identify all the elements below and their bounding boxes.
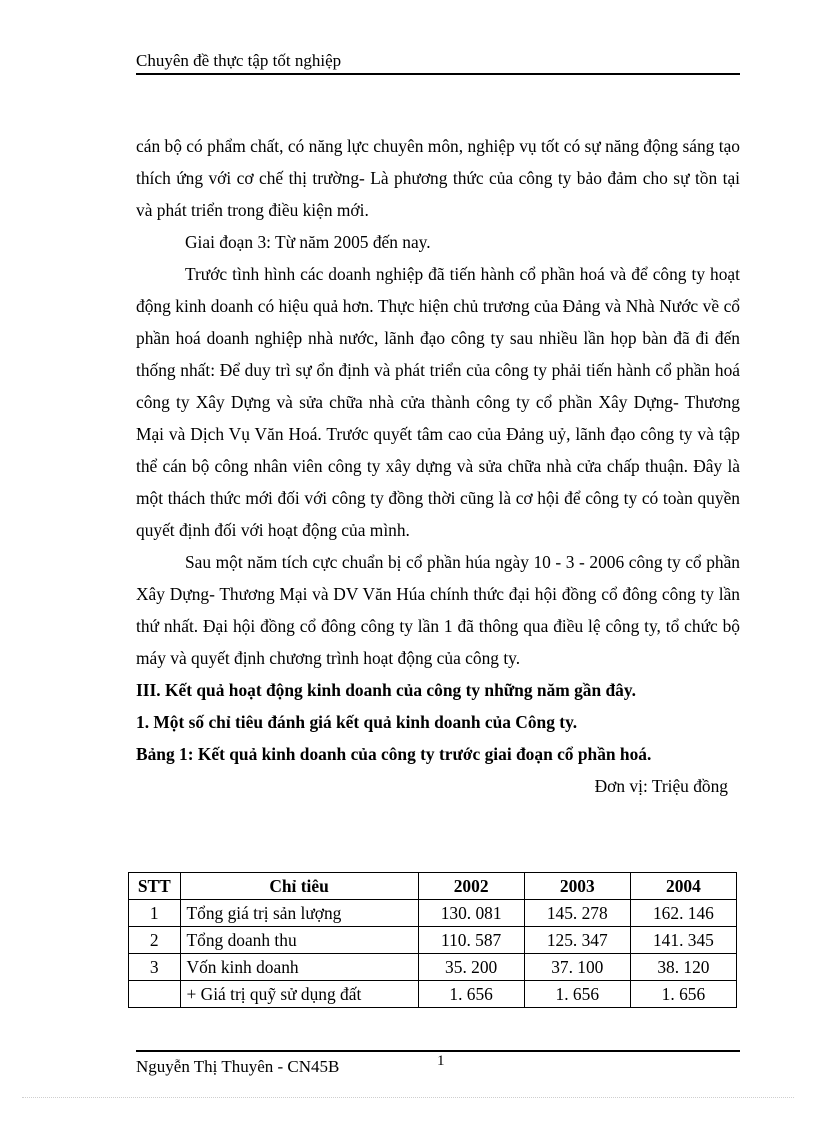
unit-label: Đơn vị: Triệu đồng (594, 776, 728, 796)
table-row (129, 927, 737, 954)
cell-2002: 35. 200 (418, 954, 524, 981)
cell-2003: 145. 278 (524, 900, 630, 927)
footer-author: Nguyễn Thị Thuyên - CN45B (136, 1057, 340, 1076)
subsection-heading: 1. Một số chỉ tiêu đánh giá kết quả kinh doanh của Công ty. (136, 712, 578, 732)
cell-indicator: Tổng doanh thu (180, 927, 418, 954)
cell-2002: 130. 081 (418, 900, 524, 927)
cell-2002: 110. 587 (418, 927, 524, 954)
document-body (136, 130, 740, 802)
cell-indicator: + Giá trị quỹ sử dụng đất (180, 981, 418, 1008)
header-2002: 2002 (418, 873, 524, 900)
cell-2004: 1. 656 (630, 981, 736, 1008)
section-heading: III. Kết quả hoạt động kinh doanh của công ty những năm gần đây. (136, 680, 636, 700)
paragraph-equitization: Trước tình hình các doanh nghiệp đã tiến hành cổ phần hoá và để công ty hoạt động kinh doanh có hiệu quả hơn. Thực hiện chủ trương của Đảng và Nhà Nước về cổ phần hoá doanh nghiệp nhà nước, lãnh đạo công ty sau nhiều lần họp bàn đã đi đến thống nhất: Để duy trì sự ổn định và phát triển của công ty phải tiến hành cổ phần hoá công ty Xây Dựng và sửa chữa nhà cửa thành công ty cổ phần Xây Dựng- Thương Mại và Dịch Vụ Văn Hoá. Trước quyết tâm cao của Đảng uỷ, lãnh đạo công ty và tập thể cán bộ công nhân viên công ty xây dựng và sửa chữa nhà cửa chấp thuận. Đây là một thách thức mới đối với công ty đồng thời cũng là cơ hội để công ty có toàn quyền quyết định đối với hoạt động của mình. (136, 264, 740, 540)
table-header-row (129, 873, 737, 900)
cell-2003: 1. 656 (524, 981, 630, 1008)
cell-stt: 3 (129, 954, 181, 981)
page-header (136, 50, 740, 75)
cell-indicator: Tổng giá trị sản lượng (180, 900, 418, 927)
table-row (129, 954, 737, 981)
header-2004: 2004 (630, 873, 736, 900)
header-title: Chuyên đề thực tập tốt nghiệp (136, 51, 342, 70)
header-indicator: Chỉ tiêu (180, 873, 418, 900)
cell-2003: 37. 100 (524, 954, 630, 981)
header-stt: STT (129, 873, 181, 900)
results-table (128, 872, 737, 1008)
page-bottom-edge (22, 1097, 794, 1098)
header-2003: 2003 (524, 873, 630, 900)
paragraph-stage-3: Giai đoạn 3: Từ năm 2005 đến nay. (185, 232, 431, 252)
cell-2004: 141. 345 (630, 927, 736, 954)
table-row (129, 981, 737, 1008)
cell-stt: 1 (129, 900, 181, 927)
cell-2003: 125. 347 (524, 927, 630, 954)
cell-indicator: Vốn kinh doanh (180, 954, 418, 981)
paragraph-intro: cán bộ có phẩm chất, có năng lực chuyên môn, nghiệp vụ tốt có sự năng động sáng tạo thích ứng với cơ chế thị trường- Là phương thức của công ty bảo đảm cho sự tồn tại và phát triển trong điều kiện mới. (136, 136, 740, 220)
page-number: 1 (437, 1053, 445, 1069)
table-caption: Bảng 1: Kết quả kinh doanh của công ty trước giai đoạn cổ phần hoá. (136, 744, 652, 764)
cell-2002: 1. 656 (418, 981, 524, 1008)
table-row (129, 900, 737, 927)
cell-stt: 2 (129, 927, 181, 954)
cell-2004: 162. 146 (630, 900, 736, 927)
cell-stt (129, 981, 181, 1008)
paragraph-shareholders: Sau một năm tích cực chuẩn bị cổ phần húa ngày 10 - 3 - 2006 công ty cổ phần Xây Dựng- Thương Mại và DV Văn Húa chính thức đại hội đồng cổ đông công ty lần thứ nhất. Đại hội đồng cổ đông công ty lần 1 đã thông qua điều lệ công ty, tổ chức bộ máy và quyết định chương trình hoạt động của công ty. (136, 552, 740, 668)
cell-2004: 38. 120 (630, 954, 736, 981)
